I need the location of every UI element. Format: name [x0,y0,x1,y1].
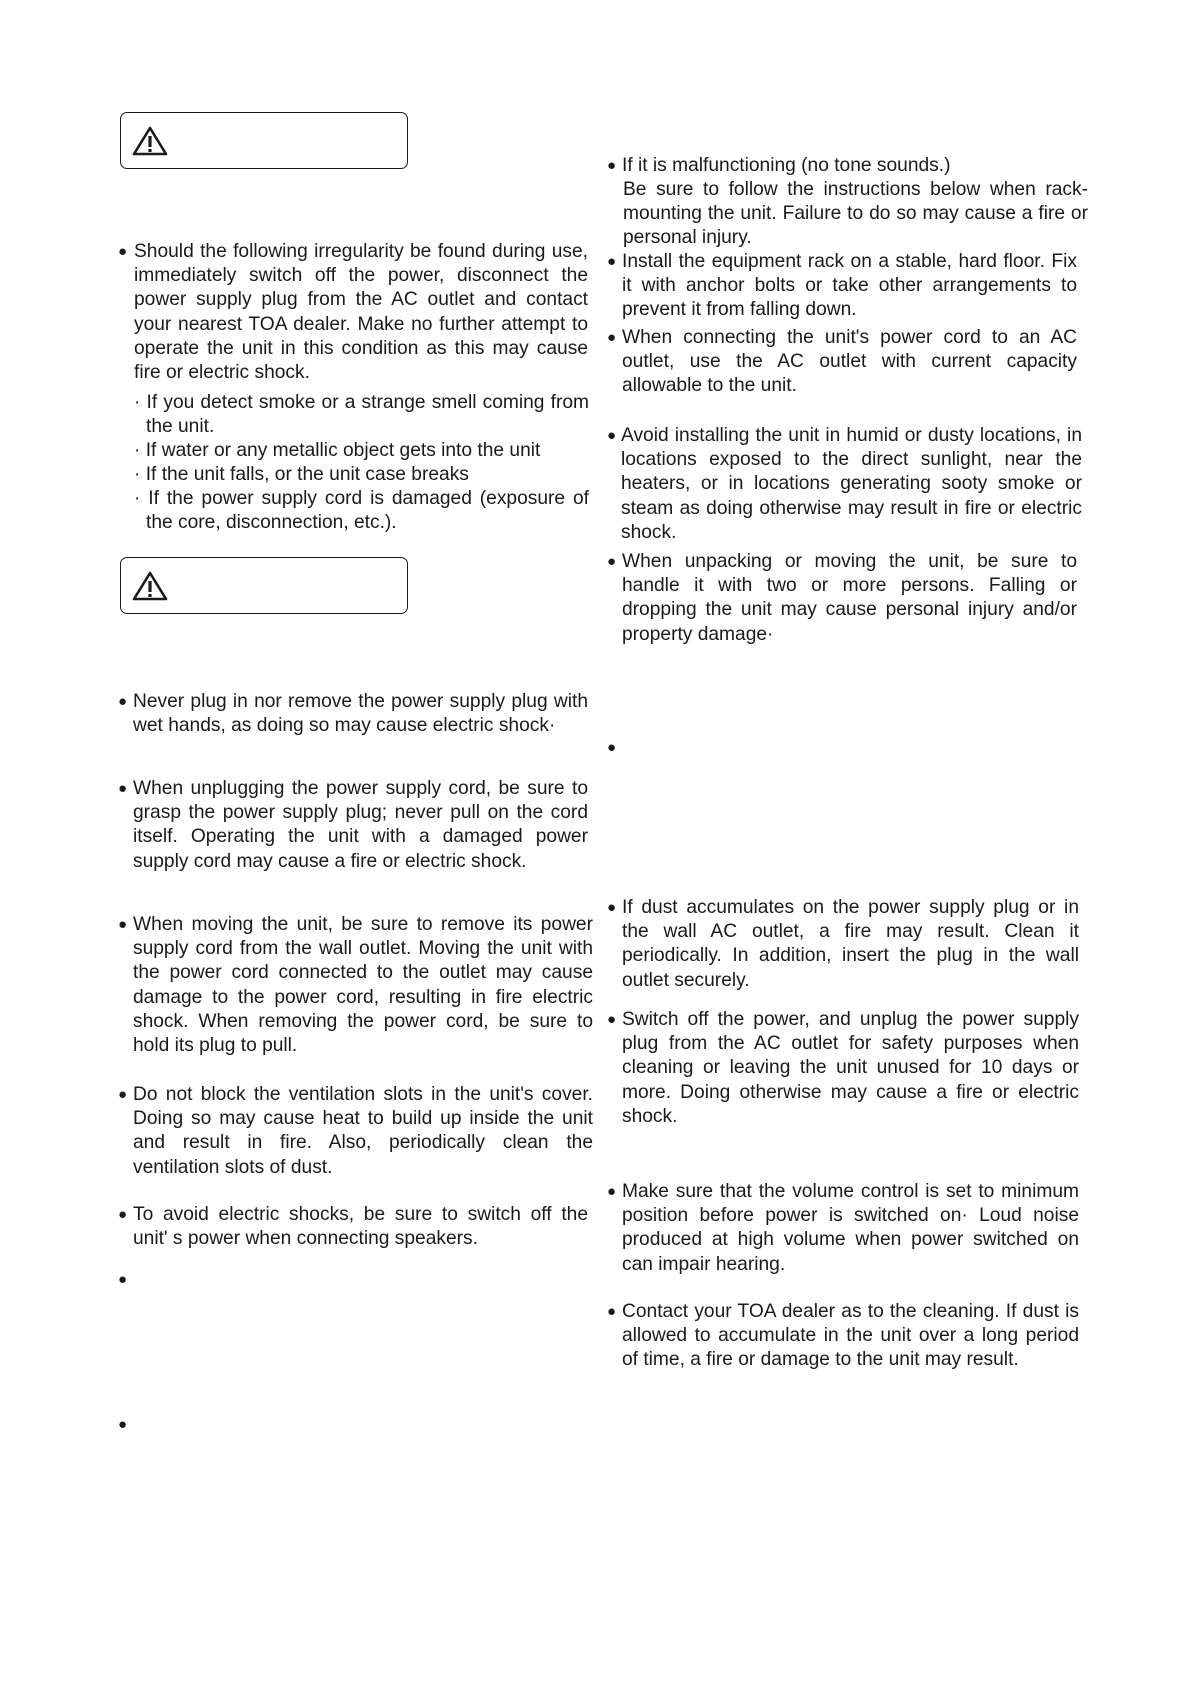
list-item [118,240,588,385]
bullet-icon: ● [607,253,617,270]
list-item [118,1083,593,1180]
list-item [607,1008,1079,1129]
list-item [607,550,1077,647]
bullet-icon: ● [607,1011,617,1028]
bullet-icon: ● [118,1086,128,1103]
sub-list-item [134,463,589,487]
item-text: Install the equipment rack on a stable, hard floor. Fix it with anchor bolts or take other arrangements to prevent it from falling down. [622,251,1077,321]
paragraph [623,178,1088,251]
left-column [118,0,593,1685]
list-item [607,326,1077,399]
list-item [118,913,593,1058]
item-text: Be sure to follow the instructions below when rack-mounting the unit. Failure to do so may cause a fire or personal injury. [623,179,1088,249]
item-text: When unpacking or moving the unit, be sure to handle it with two or more persons. Falling or dropping the unit may cause personal injury and/or property damage· [622,551,1077,645]
list-item [607,1300,1079,1373]
sub-item-text: · If the unit falls, or the unit case breaks [134,464,469,485]
list-item [607,424,1082,545]
item-text: Should the following irregularity be found during use, immediately switch off the power, disconnect the power supply plug from the AC outlet and contact your nearest TOA dealer. Make no further attempt to operate the unit in this condition as this may cause fire or electric shock. [134,241,588,384]
bullet-icon: ● [118,916,128,933]
bullet-icon: ● [607,739,617,756]
bullet-icon: ● [118,1416,128,1433]
bullet-icon: ● [607,157,617,174]
list-item [607,896,1079,993]
bullet-icon: ● [118,1271,128,1288]
bullet-icon: ● [607,427,617,444]
sub-list-item [134,391,589,439]
item-text: If dust accumulates on the power supply plug or in the wall AC outlet, a fire may result. Clean it periodically. In addition, insert the plug in the wall outlet securely. [622,897,1079,991]
item-text: Never plug in nor remove the power supply plug with wet hands, as doing so may cause electric shock· [133,691,588,737]
sub-item-text: · If the power supply cord is damaged (exposure of the core, disconnection, etc.). [134,488,589,534]
bullet-icon: ● [607,553,617,570]
bullet-icon: ● [607,329,617,346]
sub-list-item [134,487,589,535]
sub-item-text: · If you detect smoke or a strange smell coming from the unit. [134,392,589,438]
list-item [607,250,1077,323]
item-text: Switch off the power, and unplug the power supply plug from the AC outlet for safety purposes when cleaning or leaving the unit unused for 10 days or more. Doing otherwise may cause a fire or electric shock. [622,1009,1079,1127]
list-item [607,154,1082,178]
sub-item-text: · If water or any metallic object gets into the unit [134,440,541,461]
list-item [118,1203,588,1251]
item-text: To avoid electric shocks, be sure to switch off the unit' s power when connecting speakers. [133,1204,588,1250]
list-item [118,777,588,874]
bullet-icon: ● [607,1183,617,1200]
bullet-icon: ● [118,780,128,797]
item-text: When unplugging the power supply cord, be sure to grasp the power supply plug; never pull on the cord itself. Operating the unit with a damaged power supply cord may cause a fire or electric shock. [133,778,588,872]
item-text: Do not block the ventilation slots in the unit's cover. Doing so may cause heat to build up inside the unit and result in fire. Also, periodically clean the ventilation slots of dust. [133,1084,593,1178]
right-column [607,0,1088,1685]
bullet-icon: ● [118,693,128,710]
item-text: Contact your TOA dealer as to the cleaning. If dust is allowed to accumulate in the unit over a long period of time, a fire or damage to the unit may result. [622,1301,1079,1371]
bullet-icon: ● [118,243,128,260]
item-text: When connecting the unit's power cord to an AC outlet, use the AC outlet with current capacity allowable to the unit. [622,327,1077,397]
item-text: Make sure that the volume control is set to minimum position before power is switched on· Loud noise produced at high volume when power switched on can impair hearing. [622,1181,1079,1275]
sub-list-item [134,439,589,463]
bullet-icon: ● [118,1206,128,1223]
item-text: When moving the unit, be sure to remove its power supply cord from the wall outlet. Moving the unit with the power cord connected to the outlet may cause damage to the power cord, resulting in fire electric shock. When removing the power cord, be sure to hold its plug to pull. [133,914,593,1057]
item-text: Avoid installing the unit in humid or dusty locations, in locations exposed to the direct sunlight, near the heaters, or in locations generating sooty smoke or steam as doing otherwise may result in fire or electric shock. [621,425,1082,543]
list-item [118,690,588,738]
bullet-icon: ● [607,1303,617,1320]
list-item [607,1180,1079,1277]
bullet-icon: ● [607,899,617,916]
item-text: If it is malfunctioning (no tone sounds.) [622,155,951,176]
